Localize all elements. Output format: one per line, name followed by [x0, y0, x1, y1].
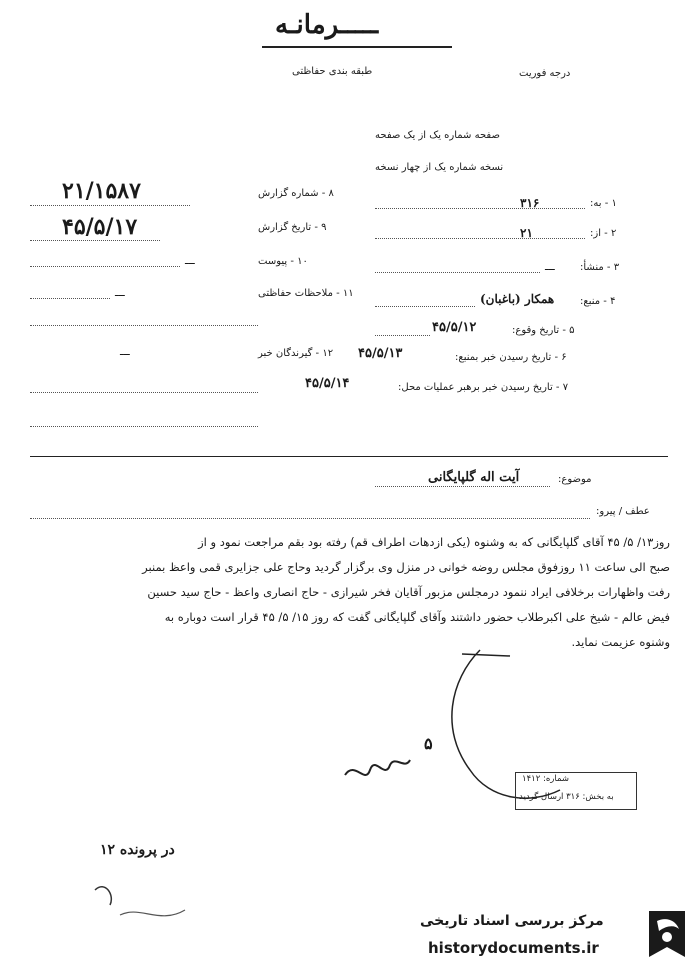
report-number-value: ۲۱/۱۵۸۷: [62, 178, 141, 204]
recipients-value: ـــ: [120, 345, 130, 358]
subject-value: آیت اله گلپایگانی: [428, 470, 520, 485]
ops-receipt-label: ۷ - تاریخ رسیدن خبر برهبر عملیات محل:: [398, 382, 569, 393]
section-divider: [30, 456, 668, 457]
from-dots: [375, 238, 585, 239]
receipt-date-value: ۴۵/۵/۱۳: [358, 346, 403, 361]
origin-dots: [375, 272, 540, 273]
archive-name: مرکز بررسی اسناد تاریخی: [420, 913, 604, 929]
origin-label: ۳ - منشأ:: [580, 262, 620, 273]
document-title: ـــــرمانـه: [275, 10, 379, 40]
report-number-label: ۸ - شماره گزارش: [258, 188, 334, 199]
priority-label: درجه فوریت: [519, 68, 571, 79]
stamp-line-2: به بخش: ۳۱۶ ارسال گردید: [519, 792, 614, 802]
source-value: همکار (باغبان): [480, 292, 555, 306]
report-date-value: ۴۵/۵/۱۷: [62, 214, 138, 240]
body-line: صبح الی ساعت ۱۱ روزفوق مجلس روضه خوانی در منزل وی برگزار گردید وحاج علی جزایری قمی واعظ بمنبر: [142, 560, 670, 574]
archive-url: historydocuments.ir: [428, 939, 599, 957]
security-notes-label: ۱۱ - ملاحظات حفاظتی: [258, 288, 354, 299]
recipients-dots-2: [30, 426, 258, 427]
to-value: ۳۱۶: [520, 196, 540, 210]
source-dots: [375, 306, 475, 307]
page-number-line: صفحه شماره یک از یک صفحه: [375, 130, 500, 141]
report-body: [20, 530, 670, 655]
report-date-label: ۹ - تاریخ گزارش: [258, 222, 327, 233]
from-value: ۲۱: [520, 226, 533, 240]
body-line: فیض عالم - شیخ علی اکبرطلاب حضور داشتند وآقای گلپایگانی گفت که روز ۱۵/ ۵/ ۴۵ قرار است دوباره به: [164, 610, 670, 624]
subject-dots: [375, 486, 550, 487]
attachment-value: ـــ: [185, 254, 195, 267]
body-line: روز۱۳/ ۵/ ۴۵ آقای گلپایگانی که به وشنوه (یکی ازدهات اطراف قم) رفته بود بقم مراجعت نمود و از: [198, 535, 670, 549]
attachment-dots: [30, 266, 180, 267]
archive-logo-icon: [645, 907, 691, 965]
event-date-label: ۵ - تاریخ وقوع:: [512, 325, 575, 336]
to-dots: [375, 208, 585, 209]
subject-label: موضوع:: [558, 474, 592, 485]
handwritten-note-number: ۵: [424, 734, 433, 753]
reference-dots: [30, 518, 590, 519]
attachment-label: ۱۰ - پیوست: [258, 256, 308, 267]
to-label: ۱ - به:: [590, 198, 617, 209]
ops-receipt-value: ۴۵/۵/۱۴: [305, 376, 350, 391]
report-date-dots: [30, 240, 160, 241]
copy-number-line: نسخه شماره یک از چهار نسخه: [375, 162, 504, 173]
handwritten-signature: [340, 740, 420, 790]
report-number-dots: [30, 205, 190, 206]
security-notes-dots-2: [30, 325, 258, 326]
event-date-dots: [375, 335, 430, 336]
classification-label: طبقه بندی حفاظتی: [292, 66, 373, 77]
handwritten-scribble: [85, 870, 205, 930]
recipients-label: ۱۲ - گیرندگان خبر: [258, 348, 334, 359]
archive-footer: [420, 905, 695, 967]
reference-label: عطف / پیرو:: [596, 506, 650, 517]
security-notes-value: ـــ: [115, 286, 125, 299]
security-notes-dots: [30, 298, 110, 299]
source-label: ۴ - منبع:: [580, 296, 616, 307]
handwritten-file-note: در پرونده ۱۲: [100, 842, 175, 858]
body-line: رفت واظهارات برخلافی ایراد ننمود درمجلس مزبور آقایان فخر شیرازی - حاج انصاری واعظ - حاج سید حسین: [147, 585, 670, 599]
origin-value: ـــ: [545, 260, 555, 273]
event-date-value: ۴۵/۵/۱۲: [432, 320, 477, 335]
stamp-line-1: شماره: ۱۴۱۲: [522, 774, 570, 784]
receipt-date-label: ۶ - تاریخ رسیدن خبر بمنبع:: [455, 352, 567, 363]
from-label: ۲ - از:: [590, 228, 617, 239]
body-line: وشنوه عزیمت نماید.: [571, 635, 670, 649]
recipients-dots-1: [30, 392, 258, 393]
